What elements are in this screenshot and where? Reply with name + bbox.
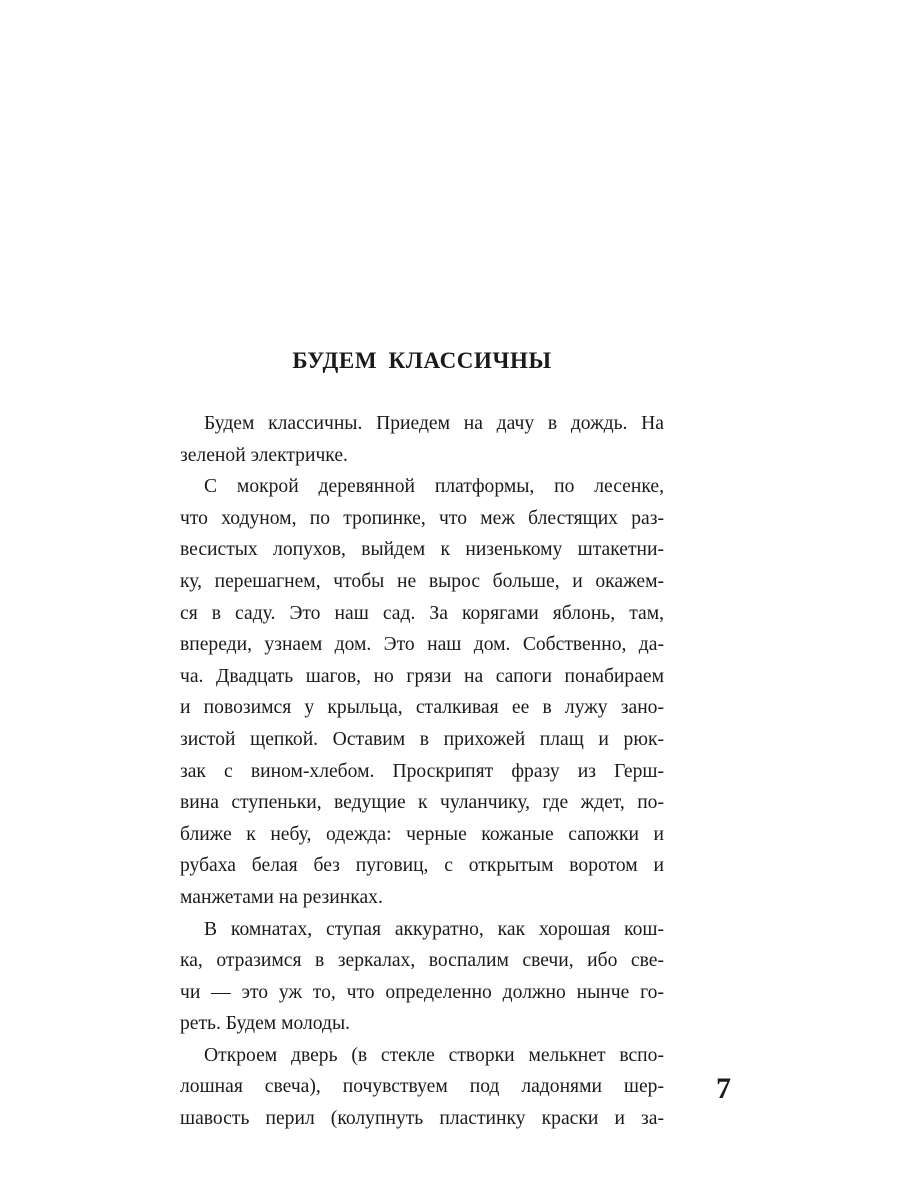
- text-line: В комнатах, ступая аккуратно, как хорошая кош-: [204, 918, 664, 940]
- text-line: ку, перешагнем, чтобы не вырос больше, и окажем-: [180, 570, 664, 592]
- text-line: вина ступеньки, ведущие к чуланчику, где ждет, по-: [180, 792, 664, 814]
- text-line: и повозимся у крыльца, сталкивая ее в лужу зано-: [180, 697, 664, 719]
- text-line: Откроем дверь (в стекле створки мелькнет вспо-: [204, 1044, 664, 1066]
- text-line: ся в саду. Это наш сад. За корягами яблонь, там,: [180, 602, 664, 624]
- text-line: реть. Будем молоды.: [180, 1013, 351, 1035]
- page-number: 7: [716, 1072, 731, 1105]
- text-line: ближе к небу, одежда: черные кожаные сапожки и: [180, 823, 664, 845]
- text-line: манжетами на резинках.: [180, 886, 383, 908]
- text-line: лошная свеча), почувствуем под ладонями шер-: [180, 1076, 664, 1098]
- text-line: рубаха белая без пуговиц, с открытым воротом и: [180, 855, 664, 877]
- text-line: зистой щепкой. Оставим в прихожей плащ и рюк-: [180, 728, 664, 750]
- text-line: зак с вином-хлебом. Проскрипят фразу из Герш-: [180, 760, 664, 782]
- text-line: С мокрой деревянной платформы, по лесенке,: [204, 476, 664, 498]
- text-line: что ходуном, по тропинке, что меж блестящих раз-: [180, 507, 664, 529]
- text-line: зеленой электричке.: [180, 444, 348, 466]
- body-text: [180, 408, 664, 1135]
- text-line: ча. Двадцать шагов, но грязи на сапоги понабираем: [180, 665, 664, 687]
- text-line: весистых лопухов, выйдем к низенькому штакетни-: [180, 539, 664, 561]
- text-line: ка, отразимся в зеркалах, воспалим свечи, ибо све-: [180, 950, 664, 972]
- text-line: шавость перил (колупнуть пластинку краски и за-: [180, 1108, 664, 1130]
- text-line: чи — это уж то, что определенно должно нынче го-: [180, 981, 664, 1003]
- chapter-title: БУДЕМ КЛАССИЧНЫ: [292, 348, 552, 373]
- text-line: впереди, узнаем дом. Это наш дом. Собственно, да-: [180, 634, 664, 656]
- text-line: Будем классичны. Приедем на дачу в дождь. На: [204, 413, 664, 434]
